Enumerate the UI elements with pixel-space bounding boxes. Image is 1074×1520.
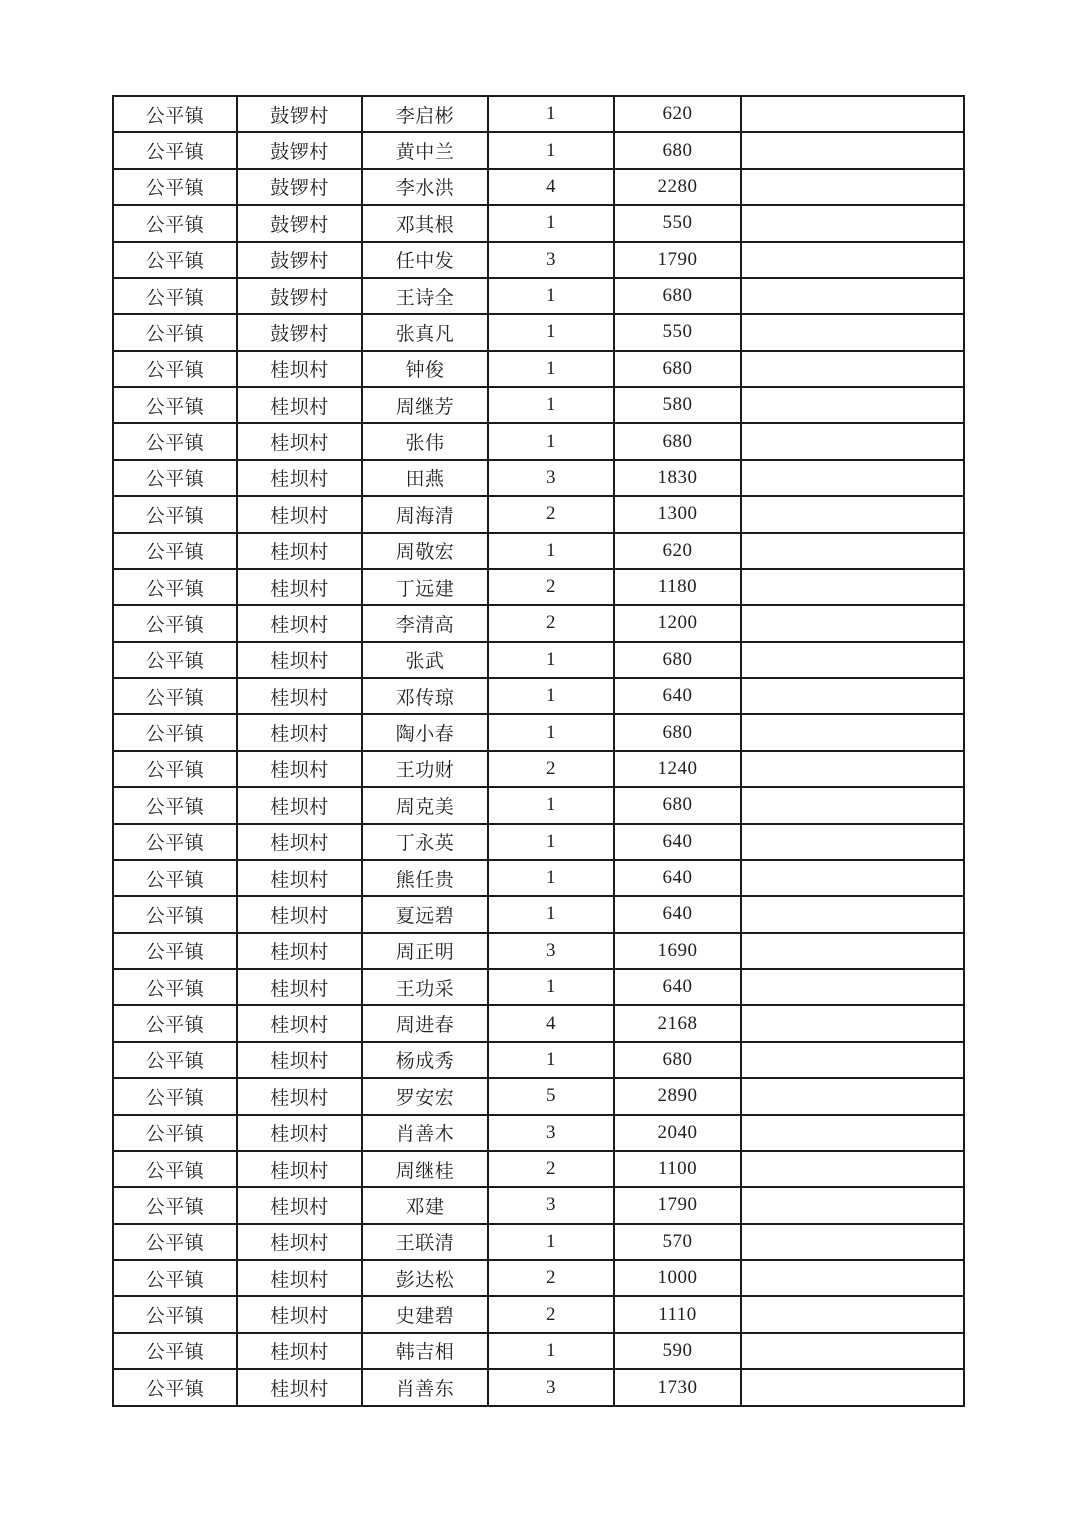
cell-village: 鼓锣村 [237, 169, 362, 205]
table-row [113, 205, 964, 241]
cell-note [741, 969, 964, 1005]
cell-town: 公平镇 [113, 1115, 237, 1151]
cell-town: 公平镇 [113, 751, 237, 787]
cell-village: 桂坝村 [237, 605, 362, 641]
cell-count: 3 [488, 1115, 614, 1151]
cell-town: 公平镇 [113, 132, 237, 168]
cell-amount: 1240 [614, 751, 741, 787]
cell-amount: 680 [614, 642, 741, 678]
cell-count: 5 [488, 1078, 614, 1114]
cell-town: 公平镇 [113, 1187, 237, 1223]
table-row [113, 132, 964, 168]
cell-note [741, 605, 964, 641]
table-row [113, 1224, 964, 1260]
cell-village: 桂坝村 [237, 860, 362, 896]
cell-note [741, 1005, 964, 1041]
cell-person-name: 邓其根 [362, 205, 488, 241]
cell-village: 鼓锣村 [237, 132, 362, 168]
cell-town: 公平镇 [113, 1224, 237, 1260]
cell-village: 桂坝村 [237, 1042, 362, 1078]
cell-count: 3 [488, 1187, 614, 1223]
cell-town: 公平镇 [113, 1333, 237, 1369]
cell-note [741, 1369, 964, 1406]
cell-person-name: 周海清 [362, 496, 488, 532]
cell-town: 公平镇 [113, 460, 237, 496]
cell-note [741, 1260, 964, 1296]
cell-village: 桂坝村 [237, 1005, 362, 1041]
cell-note [741, 751, 964, 787]
cell-count: 2 [488, 1296, 614, 1332]
cell-note [741, 678, 964, 714]
cell-person-name: 罗安宏 [362, 1078, 488, 1114]
table-row [113, 860, 964, 896]
cell-person-name: 肖善木 [362, 1115, 488, 1151]
cell-town: 公平镇 [113, 314, 237, 350]
table-row [113, 533, 964, 569]
cell-count: 1 [488, 714, 614, 750]
cell-note [741, 314, 964, 350]
table-row [113, 714, 964, 750]
cell-note [741, 860, 964, 896]
cell-person-name: 熊任贵 [362, 860, 488, 896]
cell-person-name: 夏远碧 [362, 896, 488, 932]
cell-count: 1 [488, 351, 614, 387]
cell-person-name: 张武 [362, 642, 488, 678]
cell-village: 鼓锣村 [237, 278, 362, 314]
cell-person-name: 王联清 [362, 1224, 488, 1260]
table-row [113, 314, 964, 350]
table-row [113, 1151, 964, 1187]
cell-count: 1 [488, 132, 614, 168]
table-row [113, 933, 964, 969]
cell-amount: 570 [614, 1224, 741, 1260]
cell-amount: 1100 [614, 1151, 741, 1187]
table-row [113, 1078, 964, 1114]
cell-amount: 1110 [614, 1296, 741, 1332]
cell-town: 公平镇 [113, 387, 237, 423]
cell-village: 桂坝村 [237, 1078, 362, 1114]
table-row [113, 824, 964, 860]
cell-village: 桂坝村 [237, 460, 362, 496]
cell-amount: 2280 [614, 169, 741, 205]
cell-village: 桂坝村 [237, 1187, 362, 1223]
cell-note [741, 1333, 964, 1369]
table-row [113, 1187, 964, 1223]
cell-village: 桂坝村 [237, 824, 362, 860]
cell-amount: 620 [614, 533, 741, 569]
cell-count: 1 [488, 314, 614, 350]
cell-amount: 1000 [614, 1260, 741, 1296]
cell-count: 3 [488, 242, 614, 278]
cell-village: 桂坝村 [237, 569, 362, 605]
cell-amount: 640 [614, 896, 741, 932]
cell-person-name: 任中发 [362, 242, 488, 278]
cell-village: 桂坝村 [237, 751, 362, 787]
cell-amount: 620 [614, 96, 741, 132]
cell-town: 公平镇 [113, 496, 237, 532]
cell-count: 1 [488, 787, 614, 823]
table-row [113, 1333, 964, 1369]
cell-amount: 590 [614, 1333, 741, 1369]
table-row [113, 423, 964, 459]
cell-person-name: 李清高 [362, 605, 488, 641]
cell-note [741, 933, 964, 969]
cell-amount: 1790 [614, 242, 741, 278]
cell-count: 4 [488, 169, 614, 205]
cell-count: 1 [488, 423, 614, 459]
cell-count: 1 [488, 969, 614, 1005]
cell-note [741, 1187, 964, 1223]
cell-amount: 1300 [614, 496, 741, 532]
cell-note [741, 533, 964, 569]
table-row [113, 787, 964, 823]
cell-person-name: 钟俊 [362, 351, 488, 387]
cell-town: 公平镇 [113, 169, 237, 205]
cell-note [741, 1224, 964, 1260]
table-row [113, 496, 964, 532]
cell-village: 桂坝村 [237, 714, 362, 750]
table-row [113, 242, 964, 278]
cell-amount: 1730 [614, 1369, 741, 1406]
cell-town: 公平镇 [113, 1005, 237, 1041]
cell-town: 公平镇 [113, 1260, 237, 1296]
cell-town: 公平镇 [113, 351, 237, 387]
cell-town: 公平镇 [113, 714, 237, 750]
cell-town: 公平镇 [113, 242, 237, 278]
table-row [113, 751, 964, 787]
cell-town: 公平镇 [113, 278, 237, 314]
table-row [113, 569, 964, 605]
cell-person-name: 周继桂 [362, 1151, 488, 1187]
table-row [113, 1296, 964, 1332]
cell-village: 桂坝村 [237, 387, 362, 423]
cell-count: 2 [488, 751, 614, 787]
cell-person-name: 王功财 [362, 751, 488, 787]
cell-person-name: 陶小春 [362, 714, 488, 750]
table-row [113, 1369, 964, 1406]
cell-amount: 640 [614, 824, 741, 860]
cell-note [741, 787, 964, 823]
cell-village: 桂坝村 [237, 351, 362, 387]
cell-town: 公平镇 [113, 205, 237, 241]
cell-note [741, 569, 964, 605]
cell-person-name: 韩吉相 [362, 1333, 488, 1369]
cell-note [741, 642, 964, 678]
cell-village: 桂坝村 [237, 1369, 362, 1406]
cell-note [741, 824, 964, 860]
cell-count: 1 [488, 860, 614, 896]
cell-person-name: 周进春 [362, 1005, 488, 1041]
cell-count: 1 [488, 1042, 614, 1078]
cell-amount: 680 [614, 132, 741, 168]
cell-amount: 680 [614, 714, 741, 750]
cell-village: 桂坝村 [237, 1151, 362, 1187]
cell-town: 公平镇 [113, 569, 237, 605]
cell-person-name: 周敬宏 [362, 533, 488, 569]
cell-village: 桂坝村 [237, 423, 362, 459]
cell-amount: 1790 [614, 1187, 741, 1223]
cell-town: 公平镇 [113, 1296, 237, 1332]
cell-note [741, 1115, 964, 1151]
cell-village: 桂坝村 [237, 1260, 362, 1296]
cell-village: 鼓锣村 [237, 314, 362, 350]
cell-town: 公平镇 [113, 423, 237, 459]
cell-note [741, 205, 964, 241]
cell-count: 4 [488, 1005, 614, 1041]
table-row [113, 605, 964, 641]
cell-note [741, 278, 964, 314]
cell-amount: 2890 [614, 1078, 741, 1114]
cell-person-name: 邓传琼 [362, 678, 488, 714]
cell-town: 公平镇 [113, 824, 237, 860]
cell-person-name: 王诗全 [362, 278, 488, 314]
table-row [113, 278, 964, 314]
cell-person-name: 肖善东 [362, 1369, 488, 1406]
cell-town: 公平镇 [113, 1369, 237, 1406]
cell-person-name: 李水洪 [362, 169, 488, 205]
cell-count: 1 [488, 278, 614, 314]
cell-town: 公平镇 [113, 1042, 237, 1078]
cell-village: 桂坝村 [237, 1115, 362, 1151]
cell-amount: 580 [614, 387, 741, 423]
cell-town: 公平镇 [113, 96, 237, 132]
table-row [113, 1005, 964, 1041]
cell-note [741, 496, 964, 532]
cell-person-name: 田燕 [362, 460, 488, 496]
payment-roster-table [112, 95, 965, 1407]
cell-village: 桂坝村 [237, 1224, 362, 1260]
cell-note [741, 1296, 964, 1332]
cell-amount: 550 [614, 314, 741, 350]
cell-count: 2 [488, 605, 614, 641]
cell-village: 鼓锣村 [237, 205, 362, 241]
cell-person-name: 张真凡 [362, 314, 488, 350]
table-row [113, 969, 964, 1005]
cell-town: 公平镇 [113, 678, 237, 714]
cell-amount: 640 [614, 678, 741, 714]
cell-town: 公平镇 [113, 1078, 237, 1114]
cell-town: 公平镇 [113, 533, 237, 569]
cell-village: 桂坝村 [237, 969, 362, 1005]
table-row [113, 1042, 964, 1078]
cell-village: 桂坝村 [237, 642, 362, 678]
cell-count: 1 [488, 1224, 614, 1260]
cell-note [741, 96, 964, 132]
cell-count: 1 [488, 1333, 614, 1369]
cell-note [741, 714, 964, 750]
cell-person-name: 张伟 [362, 423, 488, 459]
cell-amount: 1180 [614, 569, 741, 605]
table-row [113, 1115, 964, 1151]
cell-village: 桂坝村 [237, 678, 362, 714]
cell-note [741, 132, 964, 168]
cell-amount: 2168 [614, 1005, 741, 1041]
cell-village: 鼓锣村 [237, 242, 362, 278]
cell-note [741, 169, 964, 205]
cell-village: 鼓锣村 [237, 96, 362, 132]
cell-village: 桂坝村 [237, 496, 362, 532]
cell-amount: 640 [614, 969, 741, 1005]
cell-amount: 680 [614, 423, 741, 459]
cell-note [741, 387, 964, 423]
table-row [113, 1260, 964, 1296]
cell-town: 公平镇 [113, 1151, 237, 1187]
table-row [113, 96, 964, 132]
cell-count: 3 [488, 1369, 614, 1406]
cell-note [741, 1078, 964, 1114]
cell-count: 3 [488, 460, 614, 496]
table-row [113, 642, 964, 678]
table-row [113, 387, 964, 423]
cell-village: 桂坝村 [237, 787, 362, 823]
cell-amount: 640 [614, 860, 741, 896]
cell-count: 1 [488, 642, 614, 678]
cell-count: 1 [488, 824, 614, 860]
cell-person-name: 邓建 [362, 1187, 488, 1223]
cell-amount: 680 [614, 351, 741, 387]
cell-person-name: 周继芳 [362, 387, 488, 423]
cell-note [741, 351, 964, 387]
cell-note [741, 423, 964, 459]
cell-count: 2 [488, 1260, 614, 1296]
cell-note [741, 1042, 964, 1078]
cell-amount: 1830 [614, 460, 741, 496]
table-body [113, 96, 964, 1406]
cell-person-name: 王功采 [362, 969, 488, 1005]
cell-note [741, 1151, 964, 1187]
cell-amount: 680 [614, 787, 741, 823]
cell-person-name: 李启彬 [362, 96, 488, 132]
cell-town: 公平镇 [113, 605, 237, 641]
table-row [113, 169, 964, 205]
cell-town: 公平镇 [113, 787, 237, 823]
cell-person-name: 丁远建 [362, 569, 488, 605]
cell-amount: 2040 [614, 1115, 741, 1151]
cell-count: 2 [488, 1151, 614, 1187]
cell-town: 公平镇 [113, 642, 237, 678]
cell-count: 1 [488, 678, 614, 714]
cell-count: 1 [488, 387, 614, 423]
cell-person-name: 周正明 [362, 933, 488, 969]
cell-amount: 1690 [614, 933, 741, 969]
cell-count: 1 [488, 896, 614, 932]
cell-village: 桂坝村 [237, 896, 362, 932]
cell-town: 公平镇 [113, 896, 237, 932]
table-row [113, 351, 964, 387]
table-row [113, 896, 964, 932]
cell-note [741, 896, 964, 932]
cell-amount: 1200 [614, 605, 741, 641]
cell-person-name: 丁永英 [362, 824, 488, 860]
cell-count: 3 [488, 933, 614, 969]
cell-village: 桂坝村 [237, 1296, 362, 1332]
cell-town: 公平镇 [113, 969, 237, 1005]
cell-village: 桂坝村 [237, 533, 362, 569]
cell-count: 1 [488, 96, 614, 132]
cell-amount: 550 [614, 205, 741, 241]
cell-town: 公平镇 [113, 933, 237, 969]
table-row [113, 460, 964, 496]
table-row [113, 678, 964, 714]
cell-person-name: 周克美 [362, 787, 488, 823]
cell-count: 2 [488, 569, 614, 605]
cell-person-name: 彭达松 [362, 1260, 488, 1296]
cell-person-name: 史建碧 [362, 1296, 488, 1332]
cell-amount: 680 [614, 1042, 741, 1078]
cell-person-name: 黄中兰 [362, 132, 488, 168]
cell-count: 1 [488, 533, 614, 569]
cell-village: 桂坝村 [237, 933, 362, 969]
cell-village: 桂坝村 [237, 1333, 362, 1369]
cell-person-name: 杨成秀 [362, 1042, 488, 1078]
cell-town: 公平镇 [113, 860, 237, 896]
cell-note [741, 242, 964, 278]
cell-note [741, 460, 964, 496]
cell-count: 1 [488, 205, 614, 241]
cell-count: 2 [488, 496, 614, 532]
cell-amount: 680 [614, 278, 741, 314]
